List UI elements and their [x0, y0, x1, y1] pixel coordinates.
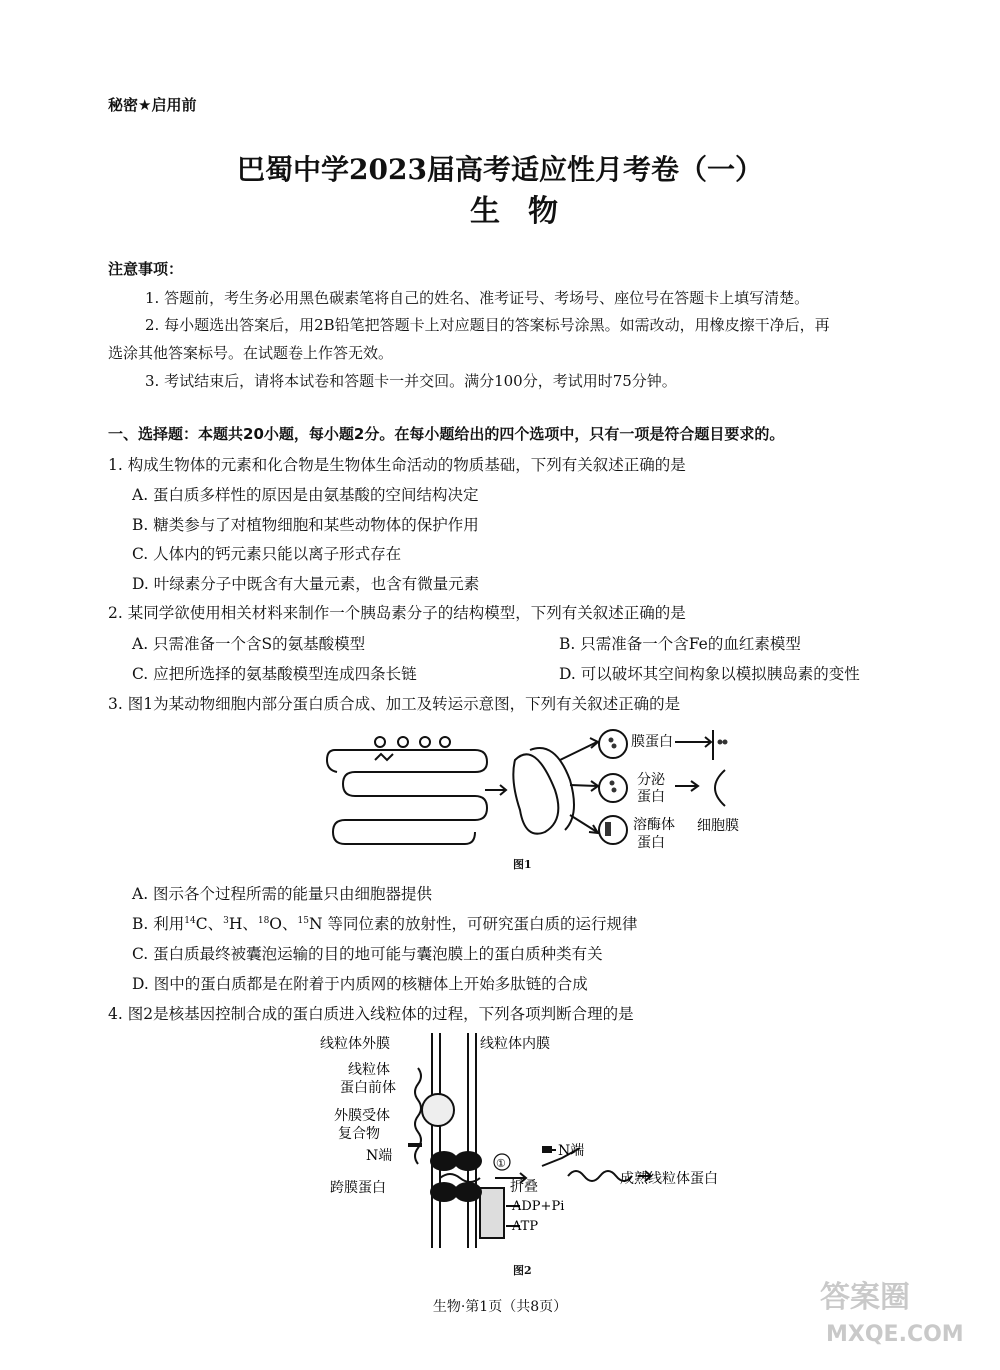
watermark-url: MXQE.COM: [826, 1322, 964, 1347]
notice-heading: 注意事项：: [108, 260, 184, 278]
option-a: A. 图示各个过程所需的能量只由细胞器提供: [132, 885, 433, 903]
option-c: C. 人体内的钙元素只能以离子形式存在: [132, 545, 402, 563]
figure-2-diagram: [320, 1028, 750, 1258]
figure-2-caption: 图2: [513, 1264, 532, 1277]
subject-title: 生物: [470, 194, 586, 229]
fig2-label: 外膜受体: [334, 1108, 390, 1124]
option-c: C. 蛋白质最终被囊泡运输的目的地可能与囊泡膜上的蛋白质种类有关: [132, 945, 603, 963]
option-a: A. 蛋白质多样性的原因是由氨基酸的空间结构决定: [132, 486, 479, 504]
fig2-label: ①: [496, 1157, 506, 1170]
notice-item: 2. 每小题选出答案后，用2B铅笔把答题卡上对应题目的答案标号涂黑。如需改动，用橡皮擦干净后，再: [145, 316, 830, 334]
fig1-label: 蛋白: [637, 789, 665, 805]
option-b: B. 糖类参与了对植物细胞和某些动物体的保护作用: [132, 516, 479, 534]
fig2-label: 复合物: [338, 1126, 380, 1142]
fig2-label: N端: [366, 1148, 393, 1164]
notice-item: 1. 答题前，考生务必用黑色碳素笔将自己的姓名、准考证号、考场号、座位号在答题卡上填写清楚。: [145, 289, 810, 307]
exam-title: 巴蜀中学2023届高考适应性月考卷（一）: [237, 153, 763, 186]
option-b: B. 利用$^{14}$C、$^3$H、$^{18}$O、$^{15}$N 等同位素的放射性，可研究蛋白质的运行规律: [132, 915, 638, 933]
fig2-label: ADP+Pi: [512, 1199, 565, 1214]
fig1-label: 细胞膜: [697, 818, 739, 834]
fig2-label: ATP: [512, 1219, 539, 1234]
fig1-label: 溶酶体: [633, 817, 675, 833]
confidential-mark: 秘密★启用前: [108, 96, 197, 114]
fig2-label: 成熟线粒体蛋白: [620, 1171, 718, 1187]
fig1-label: 分泌: [637, 772, 665, 788]
figure-1-caption: 图1: [513, 858, 532, 871]
option-d: D. 叶绿素分子中既含有大量元素，也含有微量元素: [132, 575, 480, 593]
notice-item: 3. 考试结束后，请将本试卷和答题卡一并交回。满分100分，考试用时75分钟。: [145, 372, 677, 390]
option-c: C. 应把所选择的氨基酸模型连成四条长链: [132, 665, 417, 683]
fig2-label: 折叠: [510, 1179, 538, 1195]
question-stem: 3. 图1为某动物细胞内部分蛋白质合成、加工及转运示意图，下列有关叙述正确的是: [108, 695, 681, 713]
question-stem: 2. 某同学欲使用相关材料来制作一个胰岛素分子的结构模型，下列有关叙述正确的是: [108, 604, 686, 622]
option-b: B. 只需准备一个含Fe的血红素模型: [559, 635, 801, 653]
fig2-label: N端: [558, 1143, 585, 1159]
page-footer: 生物·第1页（共8页）: [432, 1299, 568, 1315]
fig2-label: 线粒体: [348, 1062, 390, 1078]
fig2-label: 跨膜蛋白: [330, 1180, 386, 1196]
option-d: D. 可以破坏其空间构象以模拟胰岛素的变性: [559, 665, 860, 683]
option-d: D. 图中的蛋白质都是在附着于内质网的核糖体上开始多肽链的合成: [132, 975, 588, 993]
section-heading: 一、选择题：本题共20小题，每小题2分。在每小题给出的四个选项中，只有一项是符合题目要求的。: [108, 425, 785, 443]
question-stem: 1. 构成生物体的元素和化合物是生物体生命活动的物质基础，下列有关叙述正确的是: [108, 456, 686, 474]
figure-1-diagram: [325, 720, 745, 855]
notice-item: 选涂其他答案标号。在试题卷上作答无效。: [108, 344, 394, 362]
fig2-label: 蛋白前体: [340, 1080, 396, 1096]
fig2-label: 线粒体外膜: [320, 1036, 390, 1052]
fig1-label: 蛋白: [637, 835, 665, 851]
fig1-label: 膜蛋白: [631, 734, 673, 750]
option-a: A. 只需准备一个含S的氨基酸模型: [132, 635, 366, 653]
fig2-label: 线粒体内膜: [480, 1036, 550, 1052]
question-stem: 4. 图2是核基因控制合成的蛋白质进入线粒体的过程，下列各项判断合理的是: [108, 1005, 634, 1023]
watermark-logo: 答案圈: [820, 1280, 910, 1315]
